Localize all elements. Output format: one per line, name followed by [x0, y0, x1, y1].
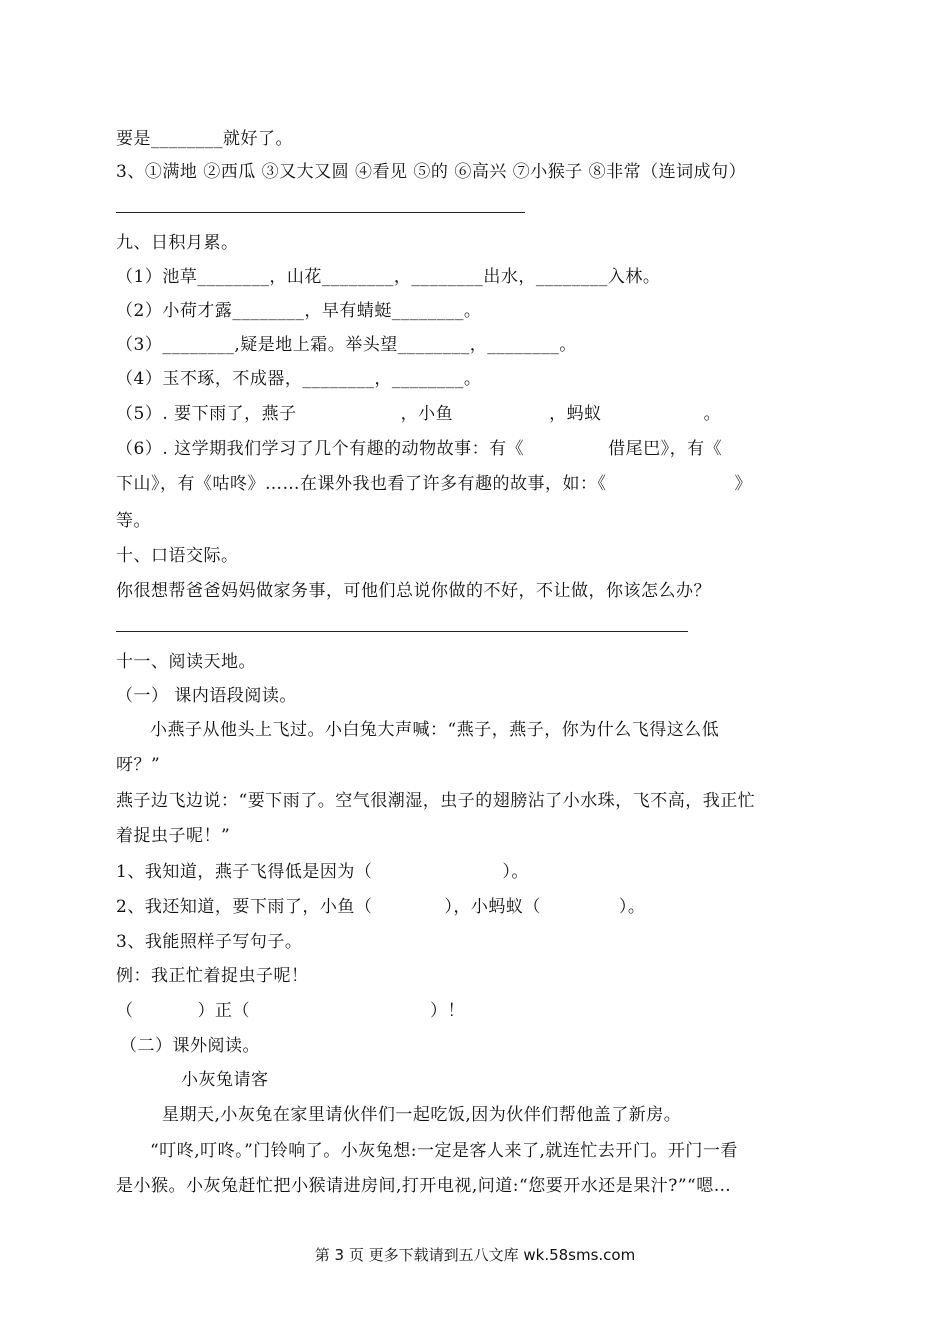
- question-line: （2）小荷才露________，早有蜻蜓________。: [116, 301, 482, 321]
- text-segment: ）。: [502, 862, 529, 882]
- text-line: 要是________就好了。: [116, 129, 293, 149]
- question-line: 你很想帮爸爸妈妈做家务事，可他们总说你做的不好，不让做，你该怎么办？: [116, 581, 711, 601]
- text-segment: ），小蚂蚁（: [444, 897, 541, 917]
- paragraph-line: 小燕子从他头上飞过。小白兔大声喊：“燕子，燕子，你为什么飞得这么低: [150, 720, 720, 740]
- paragraph-line: 燕子边飞边说：“要下雨了。空气很潮湿，虫子的翅膀沾了小水珠，飞不高，我正忙: [116, 791, 756, 811]
- paragraph-line: 呀？”: [116, 755, 161, 775]
- question-line: [116, 896, 645, 918]
- page-footer: 第 3 页 更多下载请到五八文库 wk.58sms.com: [314, 1246, 636, 1264]
- question-line: [116, 861, 529, 883]
- question-line: [116, 438, 722, 460]
- text-segment: （6）. 这学期我们学习了几个有趣的动物故事：有《: [116, 439, 525, 459]
- subsection-heading: （二）课外阅读。: [120, 1036, 260, 1056]
- text-segment: （: [116, 1001, 134, 1021]
- paragraph-line: 星期天,小灰兔在家里请伙伴们一起吃饭,因为伙伴们帮他盖了新房。: [162, 1105, 682, 1125]
- question-line: （4）玉不琢，不成器，________，________。: [116, 369, 482, 389]
- example-line: 例：我正忙着捉虫子呢！: [116, 966, 309, 986]
- paragraph-line: 着捉虫子呢！”: [116, 826, 231, 846]
- text-line: 等。: [116, 511, 151, 531]
- text-segment: ，蚂蚁: [549, 404, 602, 424]
- section-heading: 十一、阅读天地。: [116, 652, 256, 672]
- text-segment: ，小鱼: [400, 404, 454, 424]
- question-line: [116, 403, 721, 425]
- subsection-heading: （一） 课内语段阅读。: [116, 686, 297, 706]
- text-segment: （5）. 要下雨了，燕子: [116, 404, 297, 424]
- question-line: [116, 473, 752, 495]
- text-segment: 》: [734, 474, 752, 494]
- question-line: [116, 1000, 465, 1022]
- text-segment: ）！: [430, 1001, 465, 1021]
- paragraph-line: “叮咚,叮咚。”门铃响了。小灰兔想:一定是客人来了,就连忙去开门。开门一看: [150, 1141, 738, 1161]
- section-heading: 十、口语交际。: [116, 546, 239, 566]
- answer-line: [116, 631, 688, 632]
- answer-line: [116, 212, 525, 213]
- question-line: （1）池草________，山花________，________出水，________入林。: [116, 267, 661, 287]
- story-title: 小灰兔请客: [181, 1070, 269, 1090]
- paragraph-line: 是小猴。小灰兔赶忙把小猴请进房间,打开电视,问道:“您要开水还是果汁?”“嗯…: [116, 1176, 732, 1196]
- text-segment: 1、我知道，燕子飞得低是因为（: [116, 862, 373, 882]
- text-segment: ）。: [618, 897, 646, 917]
- text-segment: 下山》，有《咕咚》……在课外我也看了许多有趣的故事，如：《: [116, 474, 607, 494]
- section-heading: 九、日积月累。: [116, 233, 239, 253]
- text-segment: ）正（: [197, 1001, 250, 1021]
- question-line: 3、我能照样子写句子。: [116, 932, 303, 952]
- text-segment: 。: [703, 404, 722, 424]
- question-line: （3）________,疑是地上霜。举头望________，________。: [116, 335, 577, 355]
- text-segment: 2、我还知道，要下雨了，小鱼（: [116, 897, 373, 917]
- text-segment: 借尾巴》，有《: [608, 439, 723, 459]
- text-line: 3、①满地 ②西瓜 ③又大又圆 ④看见 ⑤的 ⑥高兴 ⑦小猴子 ⑧非常（连词成句）: [116, 162, 747, 182]
